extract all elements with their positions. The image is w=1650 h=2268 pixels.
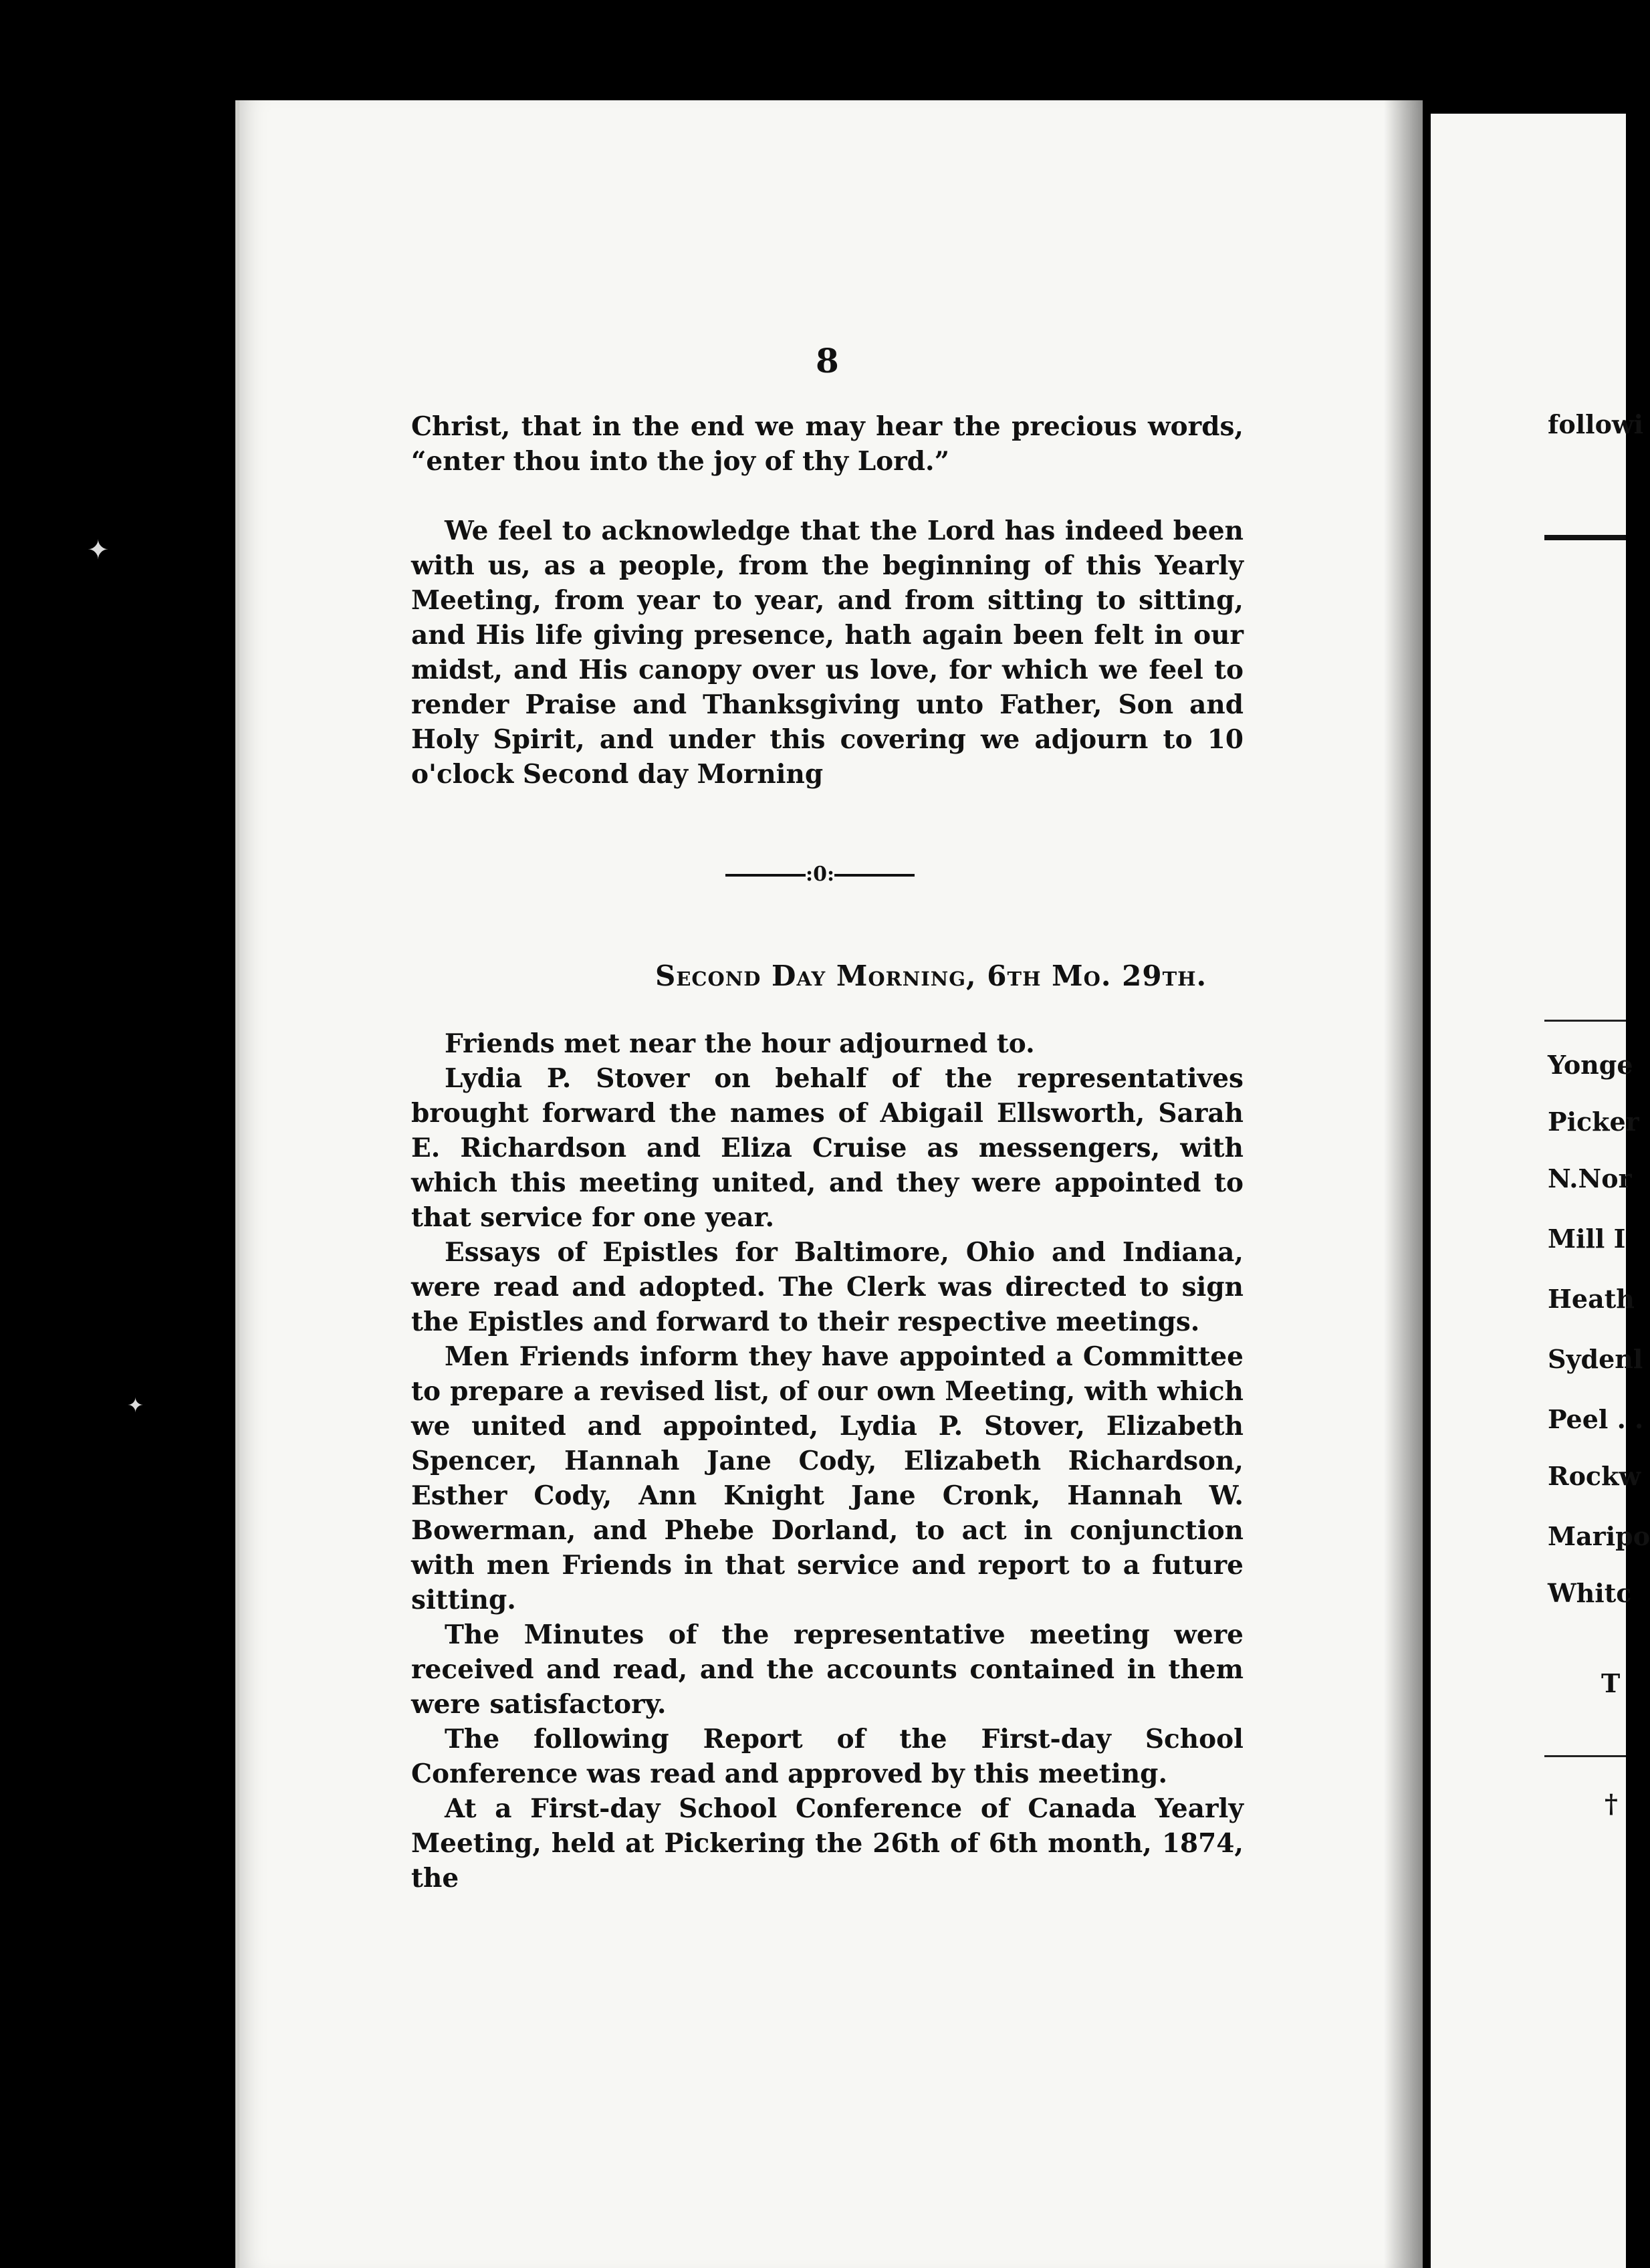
page-number: 8 xyxy=(816,341,839,380)
facing-list-item: Yonge xyxy=(1548,1050,1633,1080)
minute-paragraph: Essays of Epistles for Baltimore, Ohio and Indiana, were read and adopted. The Clerk was directed to sign the Epistles and forward to their respective meetings. xyxy=(411,1237,1244,1337)
facing-page-thin-rule xyxy=(1544,1020,1626,1022)
facing-list-item: N.Nor xyxy=(1548,1163,1632,1194)
facing-page-bottom-rule xyxy=(1544,1755,1626,1757)
scan-speck: ✦ xyxy=(127,1394,144,1418)
paragraph-continuation xyxy=(411,409,1244,479)
minute-paragraph: At a First-day School Conference of Canada Yearly Meeting, held at Pickering the 26th of 6th month, 1874, the xyxy=(411,1793,1244,1894)
scan-speck: ✦ xyxy=(87,535,110,566)
minute-paragraph: Lydia P. Stover on behalf of the representatives brought forward the names of Abigail Ellsworth, Sarah E. Richardson and Eliza Cruise as messengers, with which this meeting united, and they were appointed to that service for one year. xyxy=(411,1063,1244,1233)
facing-list-item: Maripo xyxy=(1548,1521,1650,1551)
facing-page-thick-rule xyxy=(1544,535,1626,540)
facing-list-item: Rockw xyxy=(1548,1461,1641,1491)
facing-list-item: Peel . . xyxy=(1548,1404,1644,1434)
divider-rule xyxy=(725,874,806,877)
section-divider xyxy=(725,863,915,886)
footnote-dagger-mark: † xyxy=(1605,1789,1618,1819)
facing-list-item: Heath xyxy=(1548,1284,1635,1314)
minute-paragraph: Men Friends inform they have appointed a Committee to prepare a revised list, of our own Meeting, with which we united and appointed, Lydia P. Stover, Elizabeth Spencer, Hannah Jane Cody, Elizabeth Richardson, Esther Cody, Ann Knight Jane Cronk, Hannah W. Bowerman, and Phebe Dorland, to act in conjunction with men Friends in that service and report to a future sitting. xyxy=(411,1341,1244,1615)
facing-list-item: Mill I xyxy=(1548,1224,1626,1254)
minute-paragraph: The following Report of the First-day School Conference was read and approved by this meeting. xyxy=(411,1724,1244,1789)
facing-total-label: T xyxy=(1601,1668,1621,1698)
facing-page-top-word: followi xyxy=(1548,409,1644,439)
facing-list-item: Whitc xyxy=(1548,1578,1632,1608)
paragraph-closing xyxy=(411,514,1244,792)
section-heading: Second Day Morning, 6th Mo. 29th. xyxy=(655,959,1207,992)
minute-paragraph: The Minutes of the representative meeting were received and read, and the accounts contained in them were satisfactory. xyxy=(411,1619,1244,1720)
facing-list-item: Sydenl xyxy=(1548,1344,1643,1374)
paragraph-text: Christ, that in the end we may hear the precious words, “enter thou into the joy of thy Lord.” xyxy=(411,411,1244,477)
book-spine xyxy=(1384,100,1424,2268)
divider-rule xyxy=(834,874,915,877)
minute-paragraph: Friends met near the hour adjourned to. xyxy=(445,1028,1035,1059)
facing-list-item: Picker xyxy=(1548,1107,1639,1137)
divider-ornament: :0: xyxy=(806,863,835,886)
paragraph-text: We feel to acknowledge that the Lord has indeed been with us, as a people, from the beginning of this Yearly Meeting, from year to year, and from sitting to sitting, and His life giving presence, hath again been felt in our midst, and His canopy over us love, for which we feel to render Praise and Thanksgiving unto Father, Son and Holy Spirit, and under this covering we adjourn to 10 o'clock Second day Morning xyxy=(411,516,1244,790)
minutes-body xyxy=(411,1026,1244,1896)
